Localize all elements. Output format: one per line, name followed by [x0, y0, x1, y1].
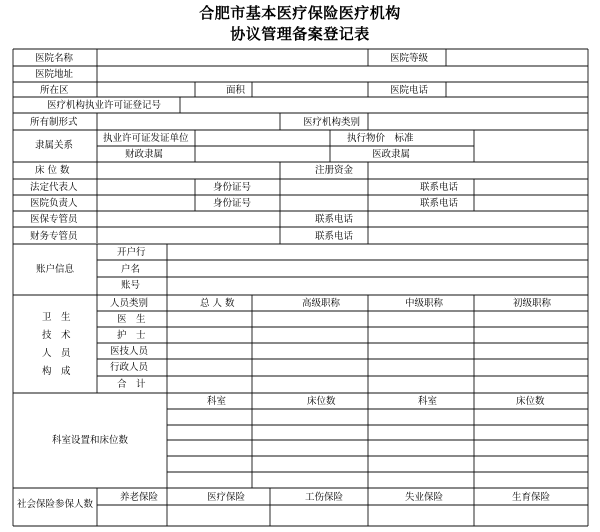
label-contact-phone-3: 联系电话	[315, 214, 354, 225]
label-license-no: 医疗机构执业许可证登记号	[47, 100, 162, 111]
label-technician: 医技人员	[110, 346, 149, 357]
label-price-standard: 执行物价 标准	[347, 133, 414, 144]
label-medical: 医疗保险	[207, 492, 246, 503]
label-license-issuer: 执业许可证发证单位	[103, 133, 189, 144]
label-finance-affiliation: 财政隶属	[125, 149, 164, 160]
label-dept-2: 科室	[418, 396, 438, 407]
label-beds-2: 床位数	[516, 396, 545, 407]
form-title: 合肥市基本医疗保险医疗机构	[199, 4, 401, 22]
label-hospital-address: 医院地址	[35, 69, 74, 80]
label-finance-manager: 财务专管员	[30, 231, 78, 242]
label-contact-phone-1: 联系电话	[420, 182, 459, 193]
label-insurance-manager: 医保专管员	[30, 214, 78, 225]
label-account-info: 账户信息	[36, 264, 75, 275]
label-doctor: 医 生	[117, 314, 146, 325]
label-hospital-name: 医院名称	[35, 53, 74, 64]
label-nurse: 护 士	[117, 330, 146, 341]
label-maternity: 生育保险	[512, 492, 551, 503]
label-junior: 初级职称	[513, 298, 552, 309]
label-intermediate: 中级职称	[405, 298, 444, 309]
label-ownership: 所有制形式	[30, 117, 78, 128]
label-sum: 合 计	[117, 379, 146, 390]
label-contact-phone-4: 联系电话	[315, 231, 354, 242]
label-beds: 床 位 数	[35, 165, 70, 176]
label-affiliation: 隶属关系	[35, 140, 74, 151]
label-id-number-2: 身份证号	[213, 198, 252, 209]
label-person-in-charge: 医院负责人	[30, 198, 78, 209]
label-staff-group-3: 构 成	[42, 366, 71, 377]
label-beds-1: 床位数	[307, 396, 336, 407]
label-account-name: 户名	[121, 264, 141, 275]
label-id-number-1: 身份证号	[213, 182, 252, 193]
label-injury: 工伤保险	[305, 492, 344, 503]
label-account-no: 账号	[121, 280, 141, 291]
label-staff-group-1: 技 术	[42, 330, 71, 341]
form-subtitle: 协议管理备案登记表	[230, 25, 370, 43]
label-dept-1: 科室	[207, 396, 227, 407]
label-staff-category: 人员类别	[110, 298, 149, 309]
label-institution-type: 医疗机构类别	[303, 117, 361, 128]
label-staff-group-2: 人 员	[42, 348, 71, 359]
label-admin: 行政人员	[110, 362, 149, 373]
label-area: 面积	[226, 85, 246, 96]
label-unemployment: 失业保险	[405, 492, 444, 503]
label-hospital-phone: 医院电话	[390, 85, 429, 96]
label-bank: 开户行	[117, 247, 146, 258]
label-legal-rep: 法定代表人	[30, 182, 78, 193]
label-hospital-level: 医院等级	[390, 53, 429, 64]
label-registered-capital: 注册资金	[315, 165, 354, 176]
label-social-insured: 社会保险参保人数	[17, 499, 94, 510]
label-district: 所在区	[40, 85, 69, 96]
label-pension: 养老保险	[120, 492, 159, 503]
label-contact-phone-2: 联系电话	[420, 198, 459, 209]
label-senior: 高级职称	[302, 298, 341, 309]
label-dept-beds: 科室设置和床位数	[52, 435, 129, 446]
label-total: 总 人 数	[200, 298, 235, 309]
label-medical-affiliation: 医政隶属	[372, 149, 411, 160]
label-staff-group-0: 卫 生	[42, 312, 71, 323]
